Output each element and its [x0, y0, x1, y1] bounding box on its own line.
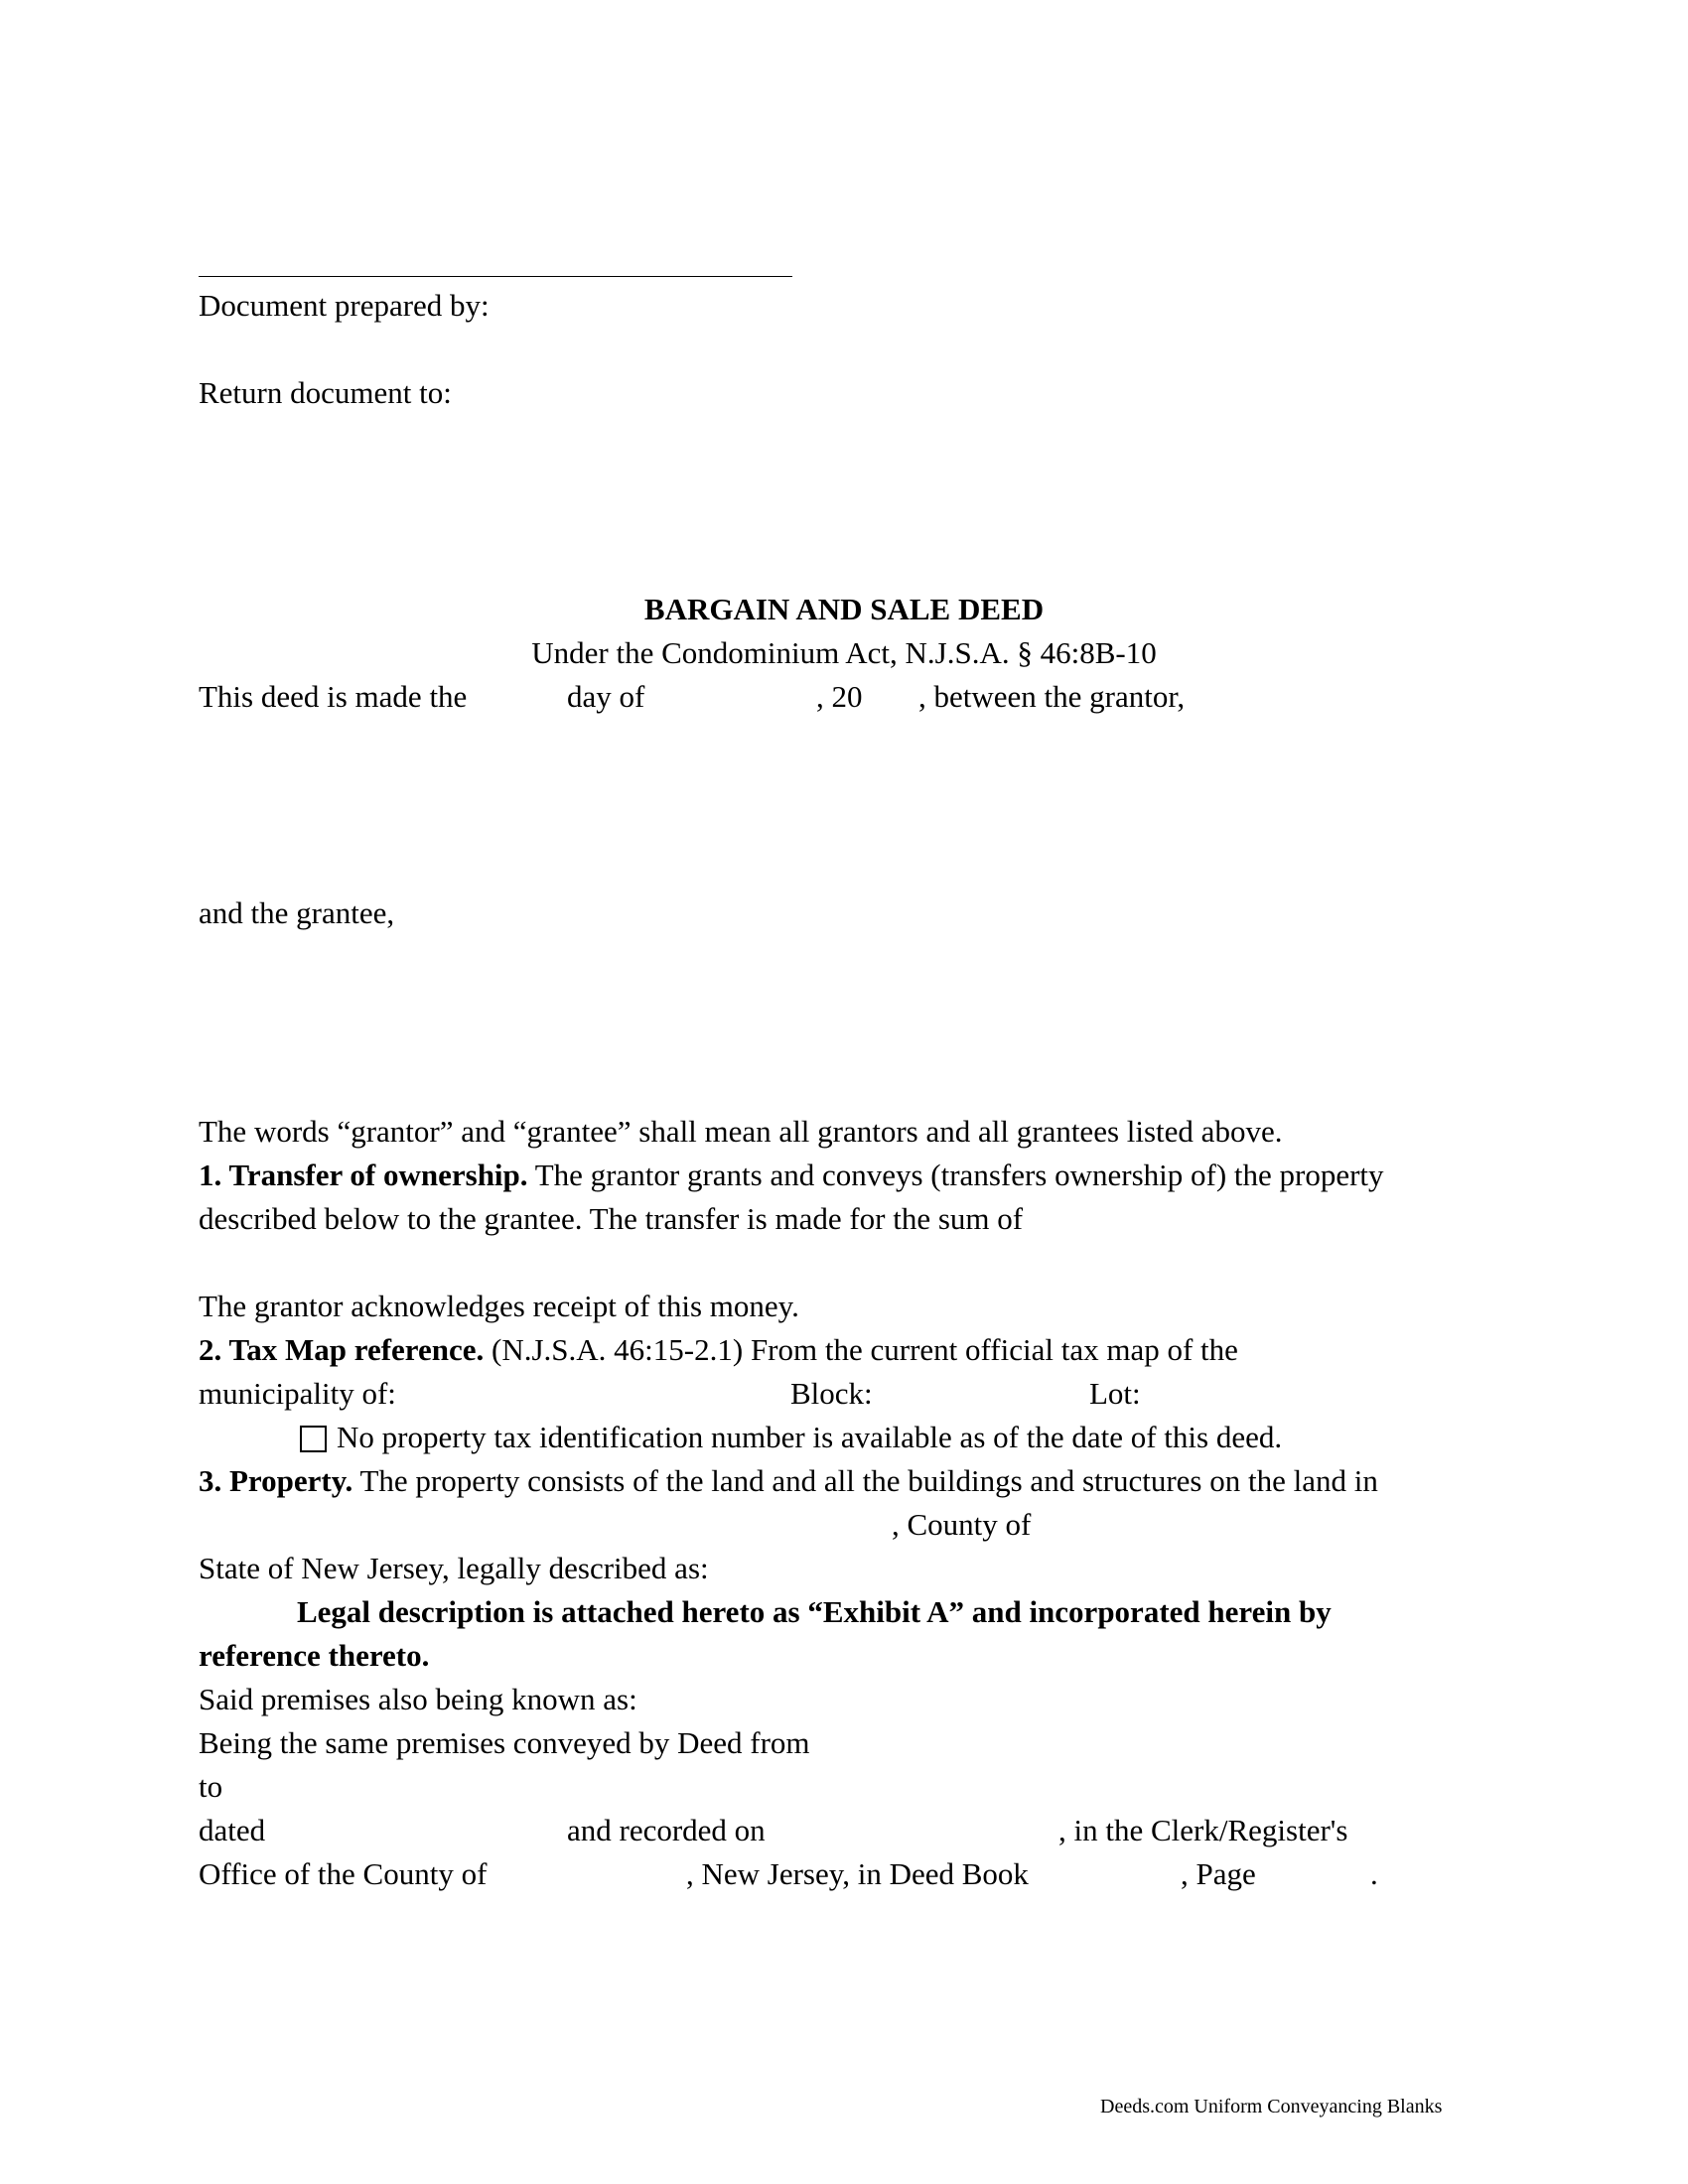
section-1-heading: 1. Transfer of ownership. [199, 1158, 528, 1192]
legal-description-line-2: reference thereto. [199, 1638, 430, 1673]
deed-year-prefix: , 20 [816, 679, 863, 714]
footer-brand: Deeds.com Uniform Conveyancing Blanks [1100, 2096, 1443, 2117]
deed-between-grantor: , between the grantor, [918, 679, 1186, 714]
to-label: to [199, 1769, 223, 1804]
prepared-by-label: Document prepared by: [199, 288, 490, 323]
recorded-on-label: and recorded on [567, 1813, 766, 1847]
section-3-line-1 [199, 1459, 1378, 1503]
dated-label: dated [199, 1813, 266, 1847]
section-2-text: (N.J.S.A. 46:15-2.1) From the current official tax map of the [484, 1332, 1238, 1367]
words-definition: The words “grantor” and “grantee” shall mean all grantors and all grantees listed above. [199, 1114, 1283, 1149]
deed-day-of: day of [567, 679, 645, 714]
section-1-text: The grantor grants and conveys (transfers ownership of) the property [527, 1158, 1384, 1192]
section-2-line-1 [199, 1328, 1238, 1372]
final-period: . [1370, 1856, 1378, 1891]
legal-description-line-1: Legal description is attached hereto as “Exhibit A” and incorporated herein by [297, 1594, 1332, 1629]
section-3-text: The property consists of the land and all the buildings and structures on the land in [352, 1463, 1378, 1498]
county-of-label: , County of [892, 1507, 1032, 1542]
municipality-label: municipality of: [199, 1376, 396, 1411]
state-line: State of New Jersey, legally described as: [199, 1551, 709, 1585]
page-label: , Page [1181, 1856, 1256, 1891]
section-1-line-2: described below to the grantee. The transfer is made for the sum of [199, 1201, 1024, 1236]
no-tax-id-checkbox[interactable] [300, 1426, 327, 1452]
page-subtitle: Under the Condominium Act, N.J.S.A. § 46:8B-10 [531, 635, 1157, 670]
known-as-label: Said premises also being known as: [199, 1682, 637, 1716]
deed-made-the: This deed is made the [199, 679, 468, 714]
section-2-heading: 2. Tax Map reference. [199, 1332, 485, 1367]
return-to-label: Return document to: [199, 375, 452, 410]
lot-label: Lot: [1089, 1376, 1141, 1411]
section-3-heading: 3. Property. [199, 1463, 353, 1498]
deed-book-label: , New Jersey, in Deed Book [686, 1856, 1029, 1891]
acknowledge-receipt: The grantor acknowledges receipt of this money. [199, 1289, 799, 1323]
signature-rule [199, 276, 792, 277]
block-label: Block: [790, 1376, 873, 1411]
page-title: BARGAIN AND SALE DEED [643, 592, 1045, 626]
no-tax-id-label: No property tax identification number is available as of the date of this deed. [337, 1420, 1283, 1454]
office-county-label: Office of the County of [199, 1856, 488, 1891]
clerk-register-label: , in the Clerk/Register's [1058, 1813, 1348, 1847]
same-premises-label: Being the same premises conveyed by Deed from [199, 1725, 810, 1760]
grantee-label: and the grantee, [199, 895, 395, 930]
section-1-line-1 [199, 1154, 1384, 1197]
